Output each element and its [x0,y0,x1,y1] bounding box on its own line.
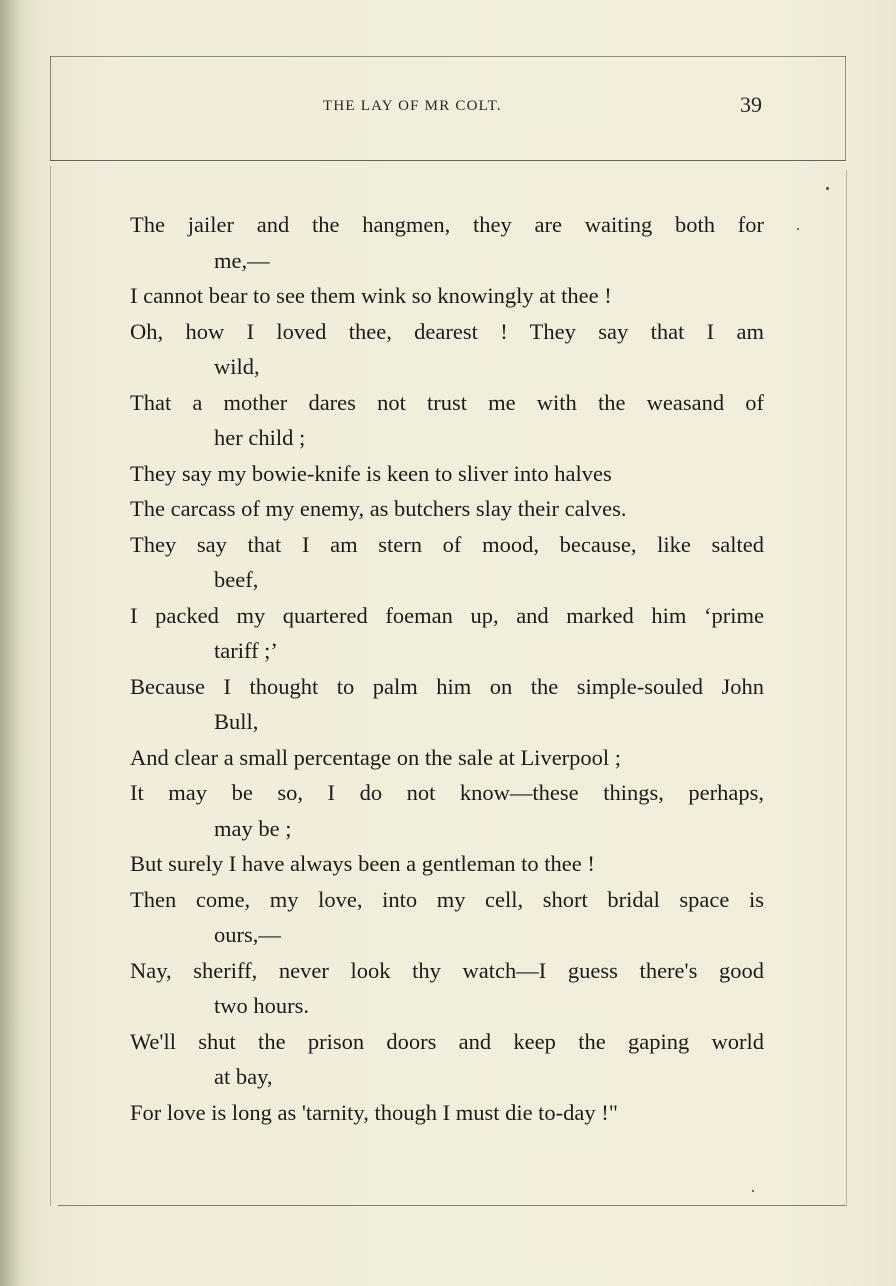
poem-line: I cannot bear to see them wink so knowingly at thee ! [130,283,612,308]
header-top-rule [50,56,846,57]
poem-line-continuation: at bay, [214,1064,273,1089]
poem-line: They say my bowie-knife is keen to sliver into halves [130,460,612,486]
poem-line: For love is long as 'tarnity, though I must die to-day !" [130,1099,618,1125]
poem-line: Because I thought to palm him on the simple-souled John [130,673,764,699]
poem-line: But surely I have always been a gentleman to thee ! [130,851,595,876]
header-right-rule [845,56,846,160]
poem-line: I packed my quartered foeman up, and marked him ‘prime [130,602,764,628]
header-bottom-rule [50,160,846,161]
poem-line-continuation: ours,— [214,922,281,947]
ink-speck [752,1190,754,1192]
poem-line: They say that I am stern of mood, because, like salted [130,531,764,557]
poem-line: And clear a small percentage on the sale at Liverpool ; [130,744,622,770]
body-left-rule [50,166,51,1206]
poem-line: The jailer and the hangmen, they are waiting both for [130,212,764,237]
poem-line-continuation: may be ; [214,815,292,841]
poem-line: That a mother dares not trust me with the weasand of [130,389,764,415]
ink-speck [797,228,799,230]
poem-line-continuation: tariff ;’ [214,638,278,663]
poem-line-continuation: me,— [214,247,270,273]
poem-line: Oh, how I loved thee, dearest ! They say that I am [130,318,764,344]
poem-line: Then come, my love, into my cell, short bridal space is [130,886,764,912]
poem-line-continuation: beef, [214,567,259,592]
poem-line: Nay, sheriff, never look thy watch—I guess there's good [130,957,764,983]
poem-line: The carcass of my enemy, as butchers slay their calves. [130,496,627,521]
page-number: 39 [740,92,762,117]
header-left-rule [50,56,51,160]
spine-shadow [0,0,22,1286]
poem-line-continuation: her child ; [214,425,306,450]
ink-speck [826,187,829,190]
poem-line: It may be so, I do not know—these things, perhaps, [130,780,764,805]
page-header [56,92,762,122]
poem-line: We'll shut the prison doors and keep the gaping world [130,1028,764,1054]
poem-line-continuation: wild, [214,354,260,379]
body-right-rule [846,170,847,1206]
footer-rule [58,1205,846,1206]
running-head: THE LAY OF MR COLT. [323,98,502,114]
poem-line-continuation: Bull, [214,709,259,734]
poem-line-continuation: two hours. [214,993,309,1018]
poem-body [130,207,770,1130]
